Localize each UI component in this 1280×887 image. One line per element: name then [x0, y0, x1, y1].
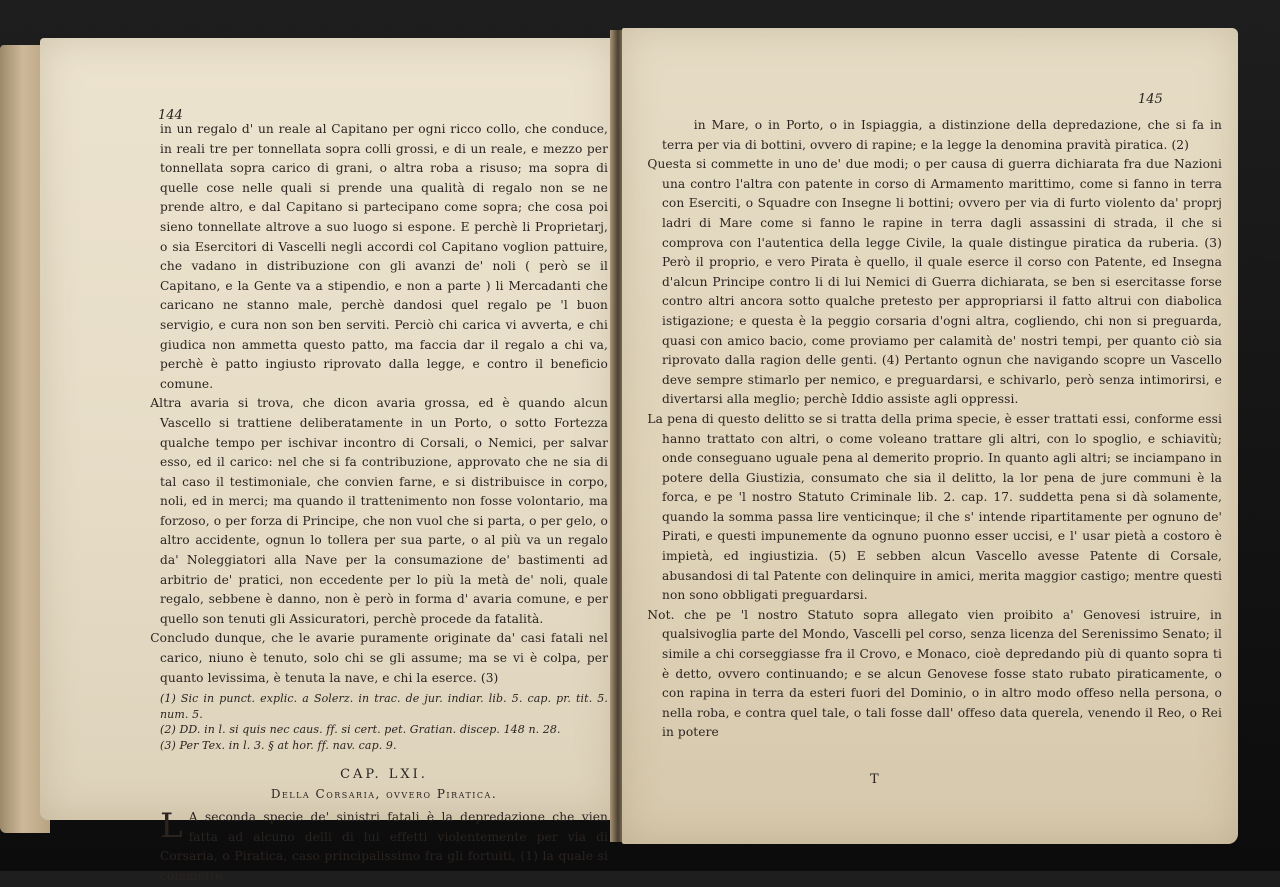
- signature-mark: T: [870, 772, 879, 787]
- chapter-title: Della Corsaria, ovvero Piratica.: [270, 787, 498, 802]
- paragraph: Not. che pe 'l nostro Statuto sopra allegato vien proibito a' Genovesi istruire, in qualsivoglia parte del Mondo, Vascelli pel corso, senza licenza del Serenissimo Senato; il simile a chi corseggiasse fra il Crovo, e Monaco, cioè depredando più di quanto sopra ti è detto, ovvero continuando; e se alcun Genovese fosse stato rubato piraticamente, o con rapina in terra da esteri fuori del Dominio, o in altro modo offeso nella persona, o nella roba, e contra quel tale, o tali fosse dall' offeso data querela, venendo il Reo, o Rei in potere: [647, 607, 1222, 740]
- page-number: 145: [1138, 92, 1163, 107]
- footnote: (1) Sic in punct. explic. a Solerz. in trac. de jur. indiar. lib. 5. cap. pr. tit. 5. num. 5.: [160, 692, 608, 721]
- chapter-heading: CAP. LXI.: [340, 767, 428, 783]
- paragraph: Altra avaria si trova, che dicon avaria grossa, ed è quando alcun Vascello si trattiene deliberatamente in un Porto, o sotto Fortezza qualche tempo per ischivar incontro di Corsali, o Nemici, per salvar esso, ed il carico: nel che si fa contribuzione, approvato che ne sia di tal caso il testimoniale, che convien farne, e si distribuisce in corpo, noli, ed in merci; ma quando il trattenimento non fosse volontario, ma forzoso, o per forza di Principe, che non vuol che si parta, o per gelo, o altro accidente, ognun lo tollera per sua parte, o al più va un regalo da' Noleggiatori alla Nave per la consumazione de' bastimenti ad arbitrio de' pratici, non eccedente per lo più la metà de' noli, quale regalo, sebbene è danno, non è però in forma d' avaria comune, e per quello son tenuti gli Assicuratori, perchè procede da fatalità.: [150, 396, 608, 626]
- paragraph: La pena di questo delitto se si tratta della prima specie, è esser trattati essi, conforme essi hanno trattato con altri, o come voleano trattare gli altri, con lo spoglio, e schiavitù; onde conseguano uguale pena al demerito proprio. In quanto agli altri; se inciampano in potere della Giustizia, consumato che sia il delitto, la lor pena de jure communi è la forca, e pe 'l nostro Statuto Criminale lib. 2. cap. 17. suddetta pena si dà solamente, quando la somma passa lire venticinque; il che s' intende ripartitamente per ognuno de' Pirati, e questi impunemente da ognuno puonno esser uccisi, e l' usar pietà a costoro è impietà, ed ingiustizia. (5) E sebben alcun Vascello avesse Patente di Corsale, abusandosi di tal Patente con delinquire in amici, merita maggior castigo; mentre questi non sono obbligati preguardarsi.: [647, 411, 1222, 603]
- page-body: [647, 116, 1222, 743]
- paragraph: Concludo dunque, che le avarie puramente originate da' casi fatali nel carico, niuno è tenuto, solo chi se gli assume; ma se vi è colpa, per quanto levissima, è tenuta la nave, e chi la eserce. (3): [150, 631, 608, 685]
- footnote: (2) DD. in l. si quis nec caus. ff. si cert. pet. Gratian. discep. 148 n. 28.: [160, 723, 561, 737]
- page-number: 144: [158, 108, 183, 123]
- paragraph: in un regalo d' un reale al Capitano per ogni ricco collo, che conduce, in reali tre per tonnellata sopra colli grossi, e di un reale, e mezzo per tonnellata sopra carico di grani, o altra roba a risuso; ma sopra di quelle cose nelle quali si prende una qualità di regalo non se ne prende altro, e dal Capitano si partecipano come sopra; che cosa poi sieno tonnellate altrove a suo luogo si espone. E perchè li Proprietarj, o sia Esercitori di Vascelli negli accordi col Capitano voglion pattuire, che vadano in distribuzione con gli avanzi de' noli ( però se il Capitano, e la Gente va a stipendio, e non a parte ) li Mercadanti che caricano ne stanno male, perchè dandosi quel regalo pe 'l buon servigio, e cura non son ben serviti. Perciò chi carica vi avverta, e chi giudica non ammetta questo patto, ma faccia dar il regalo a chi va, perchè è patto ingiusto riprovato dalla legge, e contro il beneficio comune.: [160, 122, 608, 391]
- chapter-opening: [160, 808, 608, 886]
- page-body: [150, 120, 609, 887]
- paragraph: Questa si commette in uno de' due modi; o per causa di guerra dichiarata fra due Nazioni una contro l'altra con patente in corso di Armamento marittimo, come si fanno in terra con Eserciti, o Squadre con Insegne li bottini; ovvero per via di furto violento da' proprj ladri di Mare come si fanno le rapine in terra dagli assassini di strada, il che si comprova con l'autentica della legge Civile, la quale distingue piratica da ruberia. (3) Però il proprio, e vero Pirata è quello, il quale eserce il corso con Patente, ed Insegna d'alcun Principe contro li di lui Nemici di Guerra dichiarata, se ben si esercitasse forse contro altri ancora sotto qualche pretesto per appropriarsi il fatto altrui con diabolica istigazione; e questa è la peggio corsaria d'ogni altra, cogliendo, chi non si preguarda, quasi con amico bacio, come proviamo per calamità de' nostri tempi, per quanto ciò sia riprovato dalla ragion delle genti. (4) Pertanto ognun che navigando scopre un Vascello deve sempre stimarlo per nemico, e preguardarsi, e schivarlo, però senza intimorirsi, e divertarsi alla meglio; perchè Iddio assiste agli oppressi.: [647, 157, 1222, 407]
- chapter-first-word: A: [188, 810, 198, 825]
- chapter-text: seconda specie de' sinistri fatali è la depredazione che vien fatta ad alcuno delli di lui effetti violentemente per via di Corsaria, o Piratica, caso principalissimo fra gli fortuiti, (1) la quale si commette: [160, 810, 609, 883]
- right-page: [622, 28, 1238, 844]
- drop-cap: L: [160, 806, 183, 847]
- paragraph: in Mare, o in Porto, o in Ispiaggia, a distinzione della depredazione, che si fa in terra per via di bottini, ovvero di rapine; e la legge la denomina pravità piratica. (2): [662, 118, 1222, 152]
- footnotes: [160, 691, 608, 753]
- left-page: [40, 38, 614, 883]
- footnote: (3) Per Tex. in l. 3. § at hor. ff. nav. cap. 9.: [160, 738, 397, 752]
